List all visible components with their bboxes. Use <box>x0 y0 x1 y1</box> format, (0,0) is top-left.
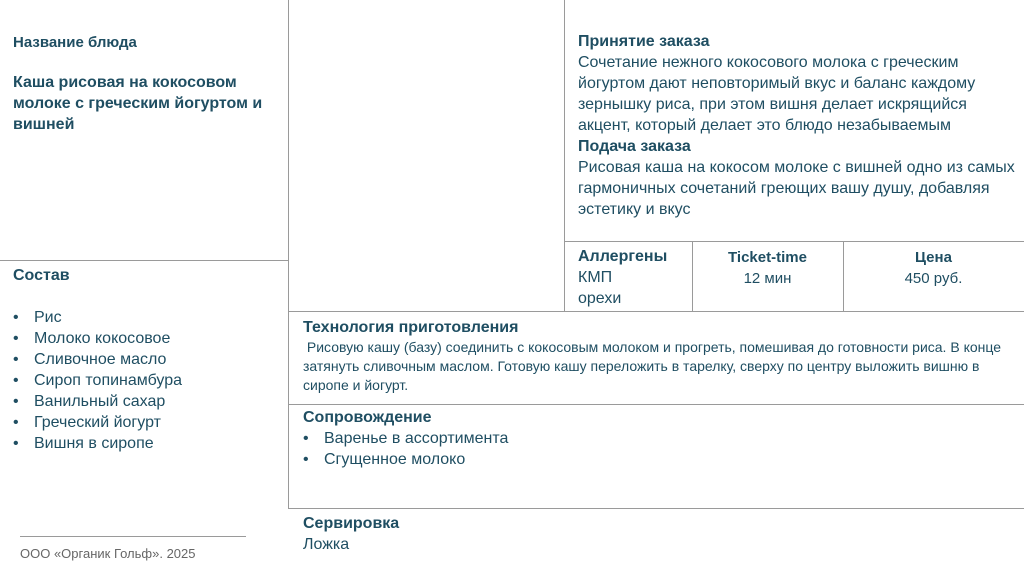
allergens-block <box>578 246 690 309</box>
dish-name: Каша рисовая на кокосовом молоке с греческим йогуртом и вишней <box>13 74 263 133</box>
dish-block <box>13 32 278 135</box>
footer-divider <box>20 536 246 537</box>
list-item: • Ванильный сахар <box>13 391 278 412</box>
ticket-title: Ticket-time <box>728 249 807 266</box>
serve-text: Рисовая каша на кокосом молоке с вишней одно из самых гармоничных сочетаний греющих вашу душу, добавляя эстетику и вкус <box>578 159 1015 218</box>
list-item: • Рис <box>13 307 278 328</box>
allergen-item: КМП <box>578 269 613 286</box>
serve-title: Подача заказа <box>578 138 691 155</box>
accompaniment-list <box>303 428 1019 470</box>
composition-title: Состав <box>13 267 70 284</box>
list-item: • Варенье в ассортимента <box>303 428 1019 449</box>
list-item: • Сгущенное молоко <box>303 449 1019 470</box>
allergen-item: орехи <box>578 290 622 307</box>
price-value: 450 руб. <box>904 270 963 287</box>
order-block <box>578 31 1018 220</box>
ticket-value: 12 мин <box>743 270 792 287</box>
divider-left-column <box>288 0 289 508</box>
divider-serving <box>288 508 1024 509</box>
accompaniment-block <box>303 407 1019 470</box>
list-item: • Сливочное масло <box>13 349 278 370</box>
composition-block <box>13 265 278 454</box>
serving-block <box>303 513 1019 555</box>
footer-copyright: ООО «Органик Гольф». 2025 <box>20 546 196 561</box>
divider-composition <box>0 260 288 261</box>
divider-info-row <box>564 241 1024 242</box>
list-item: • Сироп топинамбура <box>13 370 278 391</box>
accompaniment-title: Сопровождение <box>303 409 432 426</box>
price-block <box>843 247 1024 289</box>
price-title: Цена <box>915 249 952 266</box>
allergens-title: Аллергены <box>578 248 668 265</box>
technology-text: Рисовую кашу (базу) соединить с кокосовым молоком и прогреть, помешивая до готовности риса. В конце затянуть сливочным маслом. Готовую кашу переложить в тарелку, сверху по центру выложить вишню в сиропе и йогурт. <box>303 339 1005 393</box>
divider-order-column <box>564 0 565 311</box>
serving-title: Сервировка <box>303 515 400 532</box>
divider-technology <box>288 311 1024 312</box>
divider-accompaniment <box>288 404 1024 405</box>
accept-text: Сочетание нежного кокосового молока с греческим йогуртом дают неповторимый вкус и баланс каждому зернышку риса, при этом вишня делает искрящийся акцент, который делает это блюдо незабываемым <box>578 54 976 134</box>
technology-title: Технология приготовления <box>303 319 519 336</box>
dish-label: Название блюда <box>13 34 137 51</box>
technology-block <box>303 317 1019 395</box>
serving-text: Ложка <box>303 536 350 553</box>
accept-title: Принятие заказа <box>578 33 710 50</box>
ticket-block <box>692 247 843 289</box>
list-item: • Молоко кокосовое <box>13 328 278 349</box>
list-item: • Вишня в сиропе <box>13 433 278 454</box>
composition-list <box>13 307 278 454</box>
list-item: • Греческий йогурт <box>13 412 278 433</box>
